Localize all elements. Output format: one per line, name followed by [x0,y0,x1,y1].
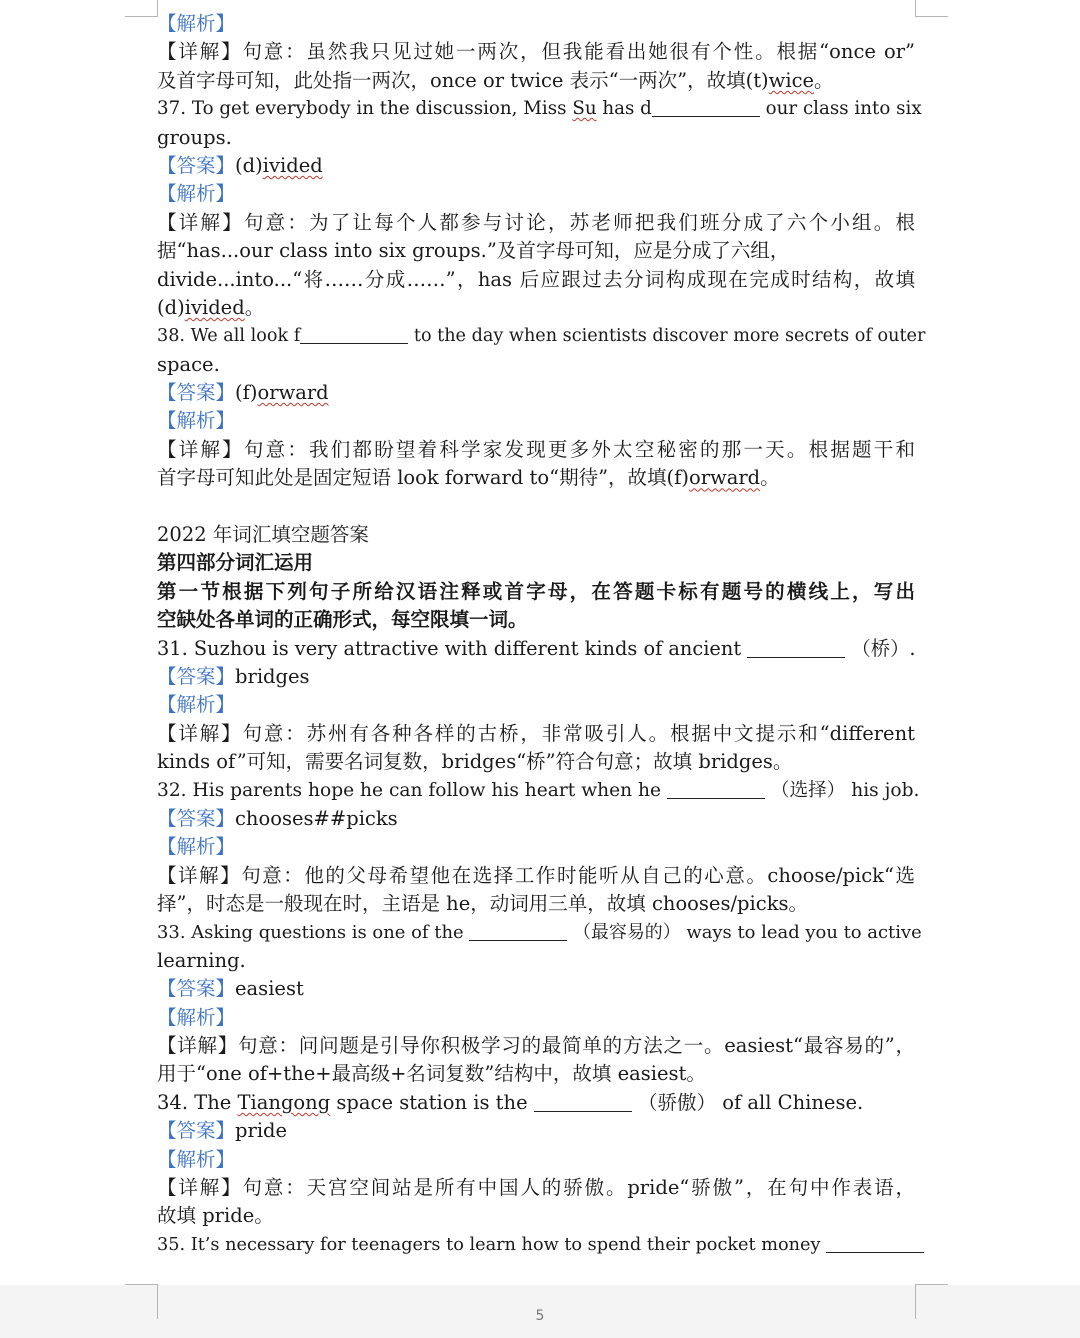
analysis-label: 【解析】 [157,1147,236,1171]
section-year-title: 2022 年词汇填空题答案 [157,523,369,547]
question-32: 32. His parents hope he can follow his heart when he （选择） his job. [157,779,920,801]
detail-33-line-1: 【详解】句意：问问题是引导你积极学习的最简单的方法之一。easiest“最容易的”， [157,1034,915,1058]
detail-33-line-2: 用于“one of+the+最高级+名词复数”结构中，故填 easiest。 [157,1062,706,1086]
answer-38: 【答案】(f)orward [157,381,329,405]
answer-blank[interactable] [826,1232,924,1253]
detail-34-line-2: 故填 pride。 [157,1204,274,1228]
part-heading: 第四部分词汇运用 [157,551,314,575]
detail-37-line-4: (d)ivided。 [157,295,265,319]
page-content [157,10,926,1259]
page-number: 5 [535,1308,545,1324]
answer-blank[interactable] [652,96,760,117]
answer-blank[interactable] [469,920,567,941]
question-37-cont: groups. [157,125,232,149]
analysis-label: 【解析】 [157,835,236,859]
answer-31: 【答案】bridges [157,664,310,688]
answer-blank[interactable] [747,637,845,658]
detail-38-line-2: 首字母可知此处是固定短语 look forward to“期待”，故填(f)orward。 [157,466,780,490]
question-38: 38. We all look f to the day when scientists discover more secrets of outer [157,322,915,350]
analysis-label: 【解析】 [157,1005,236,1029]
analysis-label: 【解析】 [157,693,236,717]
question-33-cont: learning. [157,948,246,972]
detail-37-line-2: 据“has...our class into six groups.”及首字母可知，应是分成了六组， [157,239,790,263]
detail-32-line-1: 【详解】句意：他的父母希望他在选择工作时能听从自己的心意。choose/pick“选 [157,863,915,887]
answer-blank[interactable] [534,1091,632,1112]
analysis-label: 【解析】 [157,409,236,433]
spacer [157,493,915,521]
question-37: 37. To get everybody in the discussion, Miss Su has d our class into six [157,98,922,120]
detail-34-line-1: 【详解】句意：天宫空间站是所有中国人的骄傲。pride“骄傲”，在句中作表语， [157,1176,915,1200]
answer-32: 【答案】chooses##picks [157,806,398,830]
answer-37: 【答案】(d)ivided [157,153,323,177]
detail-31-line-1: 【详解】句意：苏州有各种各样的古桥，非常吸引人。根据中文提示和“different [157,721,915,745]
answer-blank[interactable] [667,778,765,799]
answer-34: 【答案】pride [157,1119,288,1143]
detail-38-line-1: 【详解】句意：我们都盼望着科学家发现更多外太空秘密的那一天。根据题干和 [157,437,915,461]
instruction-line-2: 空缺处各单词的正确形式，每空限填一词。 [157,608,528,632]
detail-32-line-2: 择”，时态是一般现在时，主语是 he，动词用三单，故填 chooses/picks。 [157,892,809,916]
question-31: 31. Suzhou is very attractive with different kinds of ancient （桥）. [157,636,916,660]
detail-37-line-1: 【详解】句意：为了让每个人都参与讨论，苏老师把我们班分成了六个小组。根 [157,210,915,234]
crop-mark-top-left [125,0,158,17]
question-38-cont: space. [157,352,220,376]
analysis-label: 【解析】 [157,182,236,206]
detail-31-line-2: kinds of”可知，需要名词复数，bridges“桥”符合句意；故填 bridges。 [157,750,793,774]
detail-36-line-2: 及首字母可知，此处指一两次，once or twice 表示“一两次”，故填(t)wice。 [157,68,834,92]
crop-mark-top-right [915,0,948,17]
detail-36-line-1: 【详解】句意：虽然我只见过她一两次，但我能看出她很有个性。根据“once or” [157,40,915,64]
answer-blank[interactable] [300,323,408,344]
analysis-label: 【解析】 [157,12,236,35]
answer-33: 【答案】easiest [157,977,304,1001]
question-34: 34. The Tiangong space station is the （骄傲） of all Chinese. [157,1090,864,1114]
question-35: 35. It’s necessary for teenagers to learn how to spend their pocket money [157,1231,915,1259]
detail-37-line-3: divide...into...“将……分成……”，has 后应跟过去分词构成现在完成时结构，故填 [157,267,915,291]
instruction-line-1: 第一节根据下列句子所给汉语注释或首字母，在答题卡标有题号的横线上，写出 [157,579,915,603]
question-33: 33. Asking questions is one of the （最容易的） ways to lead you to active [157,921,922,943]
answer-word: wice [768,68,815,92]
